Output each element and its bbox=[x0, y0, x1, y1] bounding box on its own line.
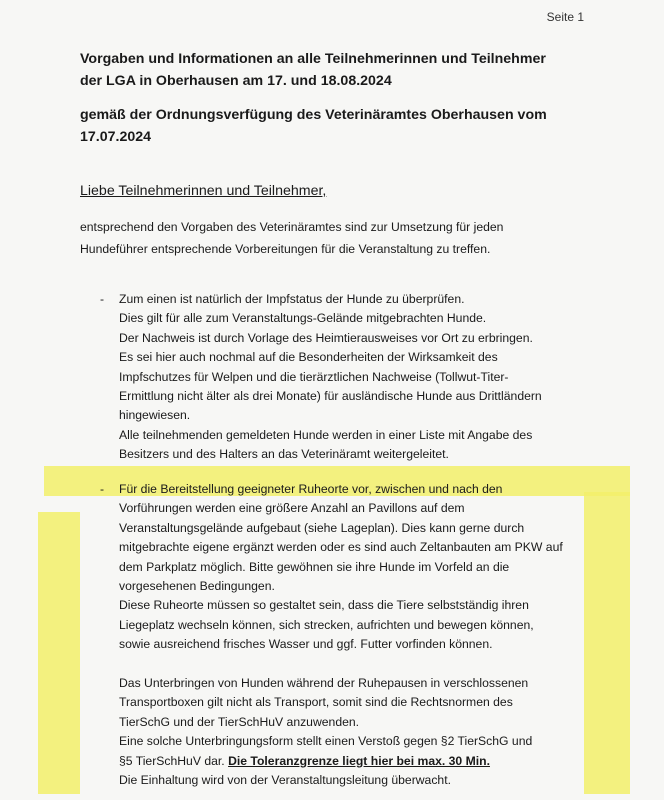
bullet-line: mitgebrachte eigene ergänzt werden oder es sind auch Zeltanbauten am PKW auf bbox=[119, 540, 563, 555]
bullet-line: Diese Ruheorte müssen so gestaltet sein, dass die Tiere selbstständig ihren bbox=[119, 598, 529, 613]
tolerance-limit-emphasis: Die Toleranzgrenze liegt hier bei max. 30 Min. bbox=[228, 753, 490, 768]
bullet-line: Vorführungen werden eine größere Anzahl an Pavillons auf dem bbox=[119, 501, 465, 516]
intro-line: Hundeführer entsprechende Vorbereitungen für die Veranstaltung zu treffen. bbox=[80, 242, 491, 256]
bullet-line-mixed bbox=[119, 752, 600, 771]
bullet-line: Für die Bereitstellung geeigneter Ruheorte vor, zwischen und nach den bbox=[119, 482, 503, 496]
bullet-line: Impfschutzes für Welpen und die tierärztlichen Nachweise (Tollwut-Titer- bbox=[119, 369, 509, 384]
bullet-line: dem Parkplatz möglich. Bitte gewöhnen sie ihre Hunde im Vorfeld an die bbox=[119, 559, 510, 574]
bullet-vaccination bbox=[100, 290, 600, 465]
bullet-dash: - bbox=[100, 292, 105, 306]
bullet-line: Transportboxen gilt nicht als Transport, somit sind die Rechtsnormen des bbox=[119, 695, 513, 710]
bullet-line: Das Unterbringen von Hunden während der Ruhepausen in verschlossenen bbox=[119, 676, 529, 691]
subtitle-line: 17.07.2024 bbox=[80, 129, 152, 145]
document-subtitle bbox=[80, 104, 600, 148]
bullet-line: Eine solche Unterbringungsform stellt einen Verstoß gegen §2 TierSchG und bbox=[119, 734, 533, 749]
document-title bbox=[80, 48, 600, 92]
bullet-line: sowie ausreichend frisches Wasser und ggf. Futter vorfinden können. bbox=[119, 637, 493, 652]
bullet-line: Die Einhaltung wird von der Veranstaltungsleitung überwacht. bbox=[119, 773, 451, 788]
highlight-left-bar bbox=[38, 512, 80, 794]
intro-paragraph bbox=[80, 216, 600, 260]
bullet-line: Veranstaltungsgelände aufgebaut (siehe Lageplan). Dies kann gerne durch bbox=[119, 520, 525, 535]
bullet-line: TierSchG und der TierSchHuV anzuwenden. bbox=[119, 714, 360, 729]
bullet-line: hingewiesen. bbox=[119, 408, 191, 423]
bullet-line: Liegeplatz wechseln können, sich strecken, aufrichten und bewegen können, bbox=[119, 617, 534, 632]
title-line: der LGA in Oberhausen am 17. und 18.08.2024 bbox=[80, 73, 392, 89]
regulation-reference: §5 TierSchHuV dar. bbox=[119, 753, 229, 768]
subtitle-line: gemäß der Ordnungsverfügung des Veterinäramtes Oberhausen vom bbox=[80, 107, 547, 123]
bullet-line: vorgesehenen Bedingungen. bbox=[119, 579, 275, 594]
title-line: Vorgaben und Informationen an alle Teilnehmerinnen und Teilnehmer bbox=[80, 51, 546, 67]
bullet-line: Zum einen ist natürlich der Impfstatus der Hunde zu überprüfen. bbox=[119, 292, 465, 306]
bullet-line: Ermittlung nicht älter als drei Monate) für ausländische Hunde aus Drittländern bbox=[119, 389, 542, 404]
bullet-line: Es sei hier auch nochmal auf die Besonderheiten der Wirksamkeit des bbox=[119, 350, 498, 365]
page-number: Seite 1 bbox=[546, 10, 584, 24]
bullet-dash: - bbox=[100, 482, 105, 496]
bullet-line: Dies gilt für alle zum Veranstaltungs-Gelände mitgebrachten Hunde. bbox=[119, 311, 487, 326]
salutation: Liebe Teilnehmerinnen und Teilnehmer, bbox=[80, 183, 327, 199]
bullet-line: Besitzers und des Halters an das Veterinäramt weitergeleitet. bbox=[119, 447, 449, 462]
intro-line: entsprechend den Vorgaben des Veterinäramtes sind zur Umsetzung für jeden bbox=[80, 220, 504, 234]
bullet-line: Der Nachweis ist durch Vorlage des Heimtierausweises vor Ort zu erbringen. bbox=[119, 330, 533, 345]
bullet-line: Alle teilnehmenden gemeldeten Hunde werden in einer Liste mit Angabe des bbox=[119, 427, 533, 442]
paragraph-gap bbox=[119, 655, 600, 674]
bullet-rest-areas bbox=[100, 480, 600, 790]
